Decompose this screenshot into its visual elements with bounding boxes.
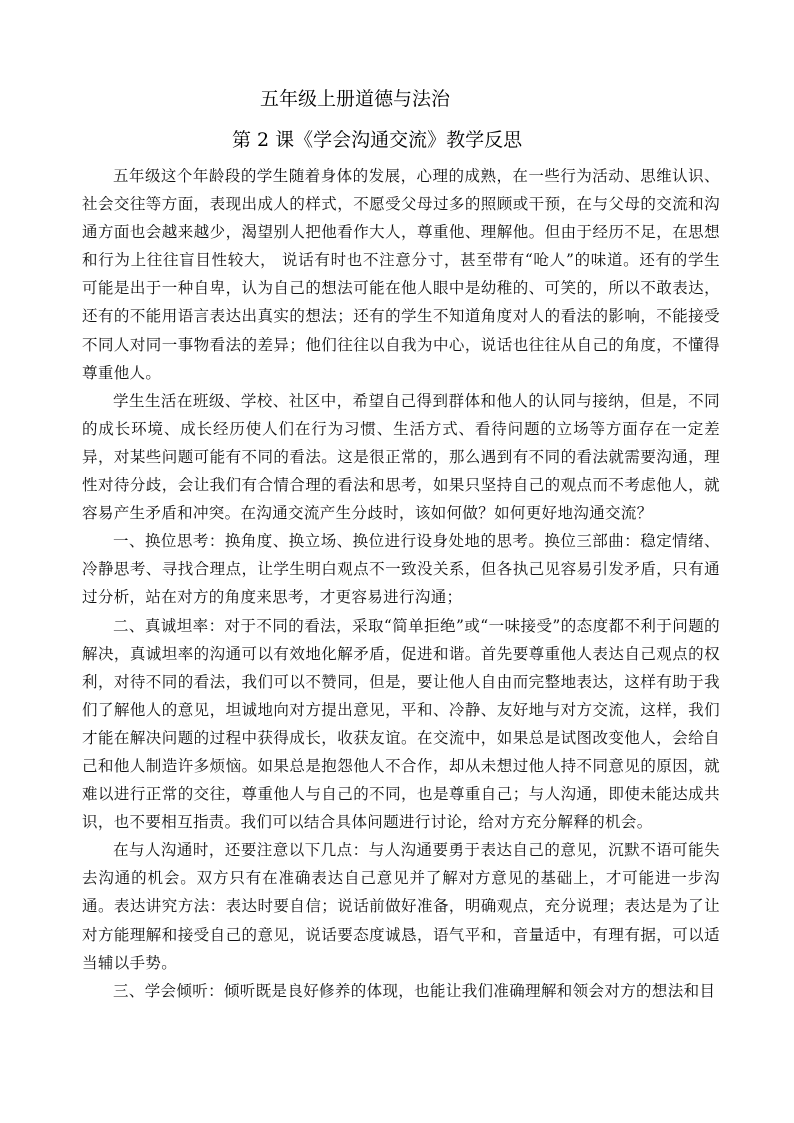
paragraph-context: 学生生活在班级、学校、社区中，希望自己得到群体和他人的认同与接纳，但是，不同的成长环境、成长经历使人们在行为习惯、生活方式、看待问题的立场等方面存在一定差异，对某些问题可能有不同的看法。这是很正常的，那么遇到有不同的看法就需要沟通，理性对待分歧，会让我们有合情合理的看法和思考，如果只坚持自己的观点而不考虑他人，就容易产生矛盾和冲突。在沟通交流产生分歧时，该如何做？如何更好地沟通交流？ [82, 391, 720, 523]
document-body [82, 162, 720, 1005]
paragraph-point-three: 三、学会倾听：倾听既是良好修养的体现，也能让我们准确理解和领会对方的想法和目 [113, 981, 716, 1000]
paragraph-notes: 在与人沟通时，还要注意以下几点：与人沟通要勇于表达自己的意见，沉默不语可能失去沟通的机会。双方只有在准确表达自己意见并了解对方意见的基础上，才可能进一步沟通。表达讲究方法：表达时要自信；说话前做好准备，明确观点，充分说理；表达是为了让对方能理解和接受自己的意见，说话要态度诚恳，语气平和，音量适中，有理有据，可以适当辅以手势。 [82, 841, 720, 972]
paragraph-intro: 五年级这个年龄段的学生随着身体的发展，心理的成熟，在一些行为活动、思维认识、社会交往等方面，表现出成人的样式，不愿受父母过多的照顾或干预，在与父母的交流和沟通方面也会越来越少，渴望别人把他看作大人，尊重他、理解他。但由于经历不足，在思想和行为上往往盲目性较大， 说话有时也不注意分寸，甚至带有“呛人”的味道。还有的学生可能是出于一种自卑，认为自己的想法可能在他人眼中是幼稚的、可笑的，所以不敢表达，还有的不能用语言表达出真实的想法；还有的学生不知道角度对人的看法的影响，不能接受不同人对同一事物看法的差异；他们往往以自我为中心，说话也往往从自己的角度，不懂得尊重他人。 [82, 167, 720, 382]
paragraph-point-two: 二、真诚坦率：对于不同的看法，采取“简单拒绝”或“一味接受”的态度都不利于问题的解决，真诚坦率的沟通可以有效地化解矛盾，促进和谐。首先要尊重他人表达自己观点的权利，对待不同的看法，我们可以不赞同，但是，要让他人自由而完整地表达，这样有助于我们了解他人的意见，坦诚地向对方提出意见，平和、冷静、友好地与对方交流，这样，我们才能在解决问题的过程中获得成长，收获友谊。在交流中，如果总是试图改变他人，会给自己和他人制造许多烦恼。如果总是抱怨他人不合作，却从未想过他人持不同意见的原因，就难以进行正常的交往，尊重他人与自己的不同，也是尊重自己；与人沟通，即使未能达成共识，也不要相互指责。我们可以结合具体问题进行讨论，给对方充分解释的机会。 [82, 616, 720, 832]
lesson-title: 第 2 课《学会沟通交流》教学反思 [232, 129, 523, 151]
subject-title: 五年级上册道德与法治 [260, 88, 451, 110]
paragraph-point-one: 一、换位思考：换角度、换立场、换位进行设身处地的思考。换位三部曲：稳定情绪、冷静思考、寻找合理点，让学生明白观点不一致没关系，但各执己见容易引发矛盾，只有通过分析，站在对方的角度来思考，才更容易进行沟通； [82, 532, 720, 607]
